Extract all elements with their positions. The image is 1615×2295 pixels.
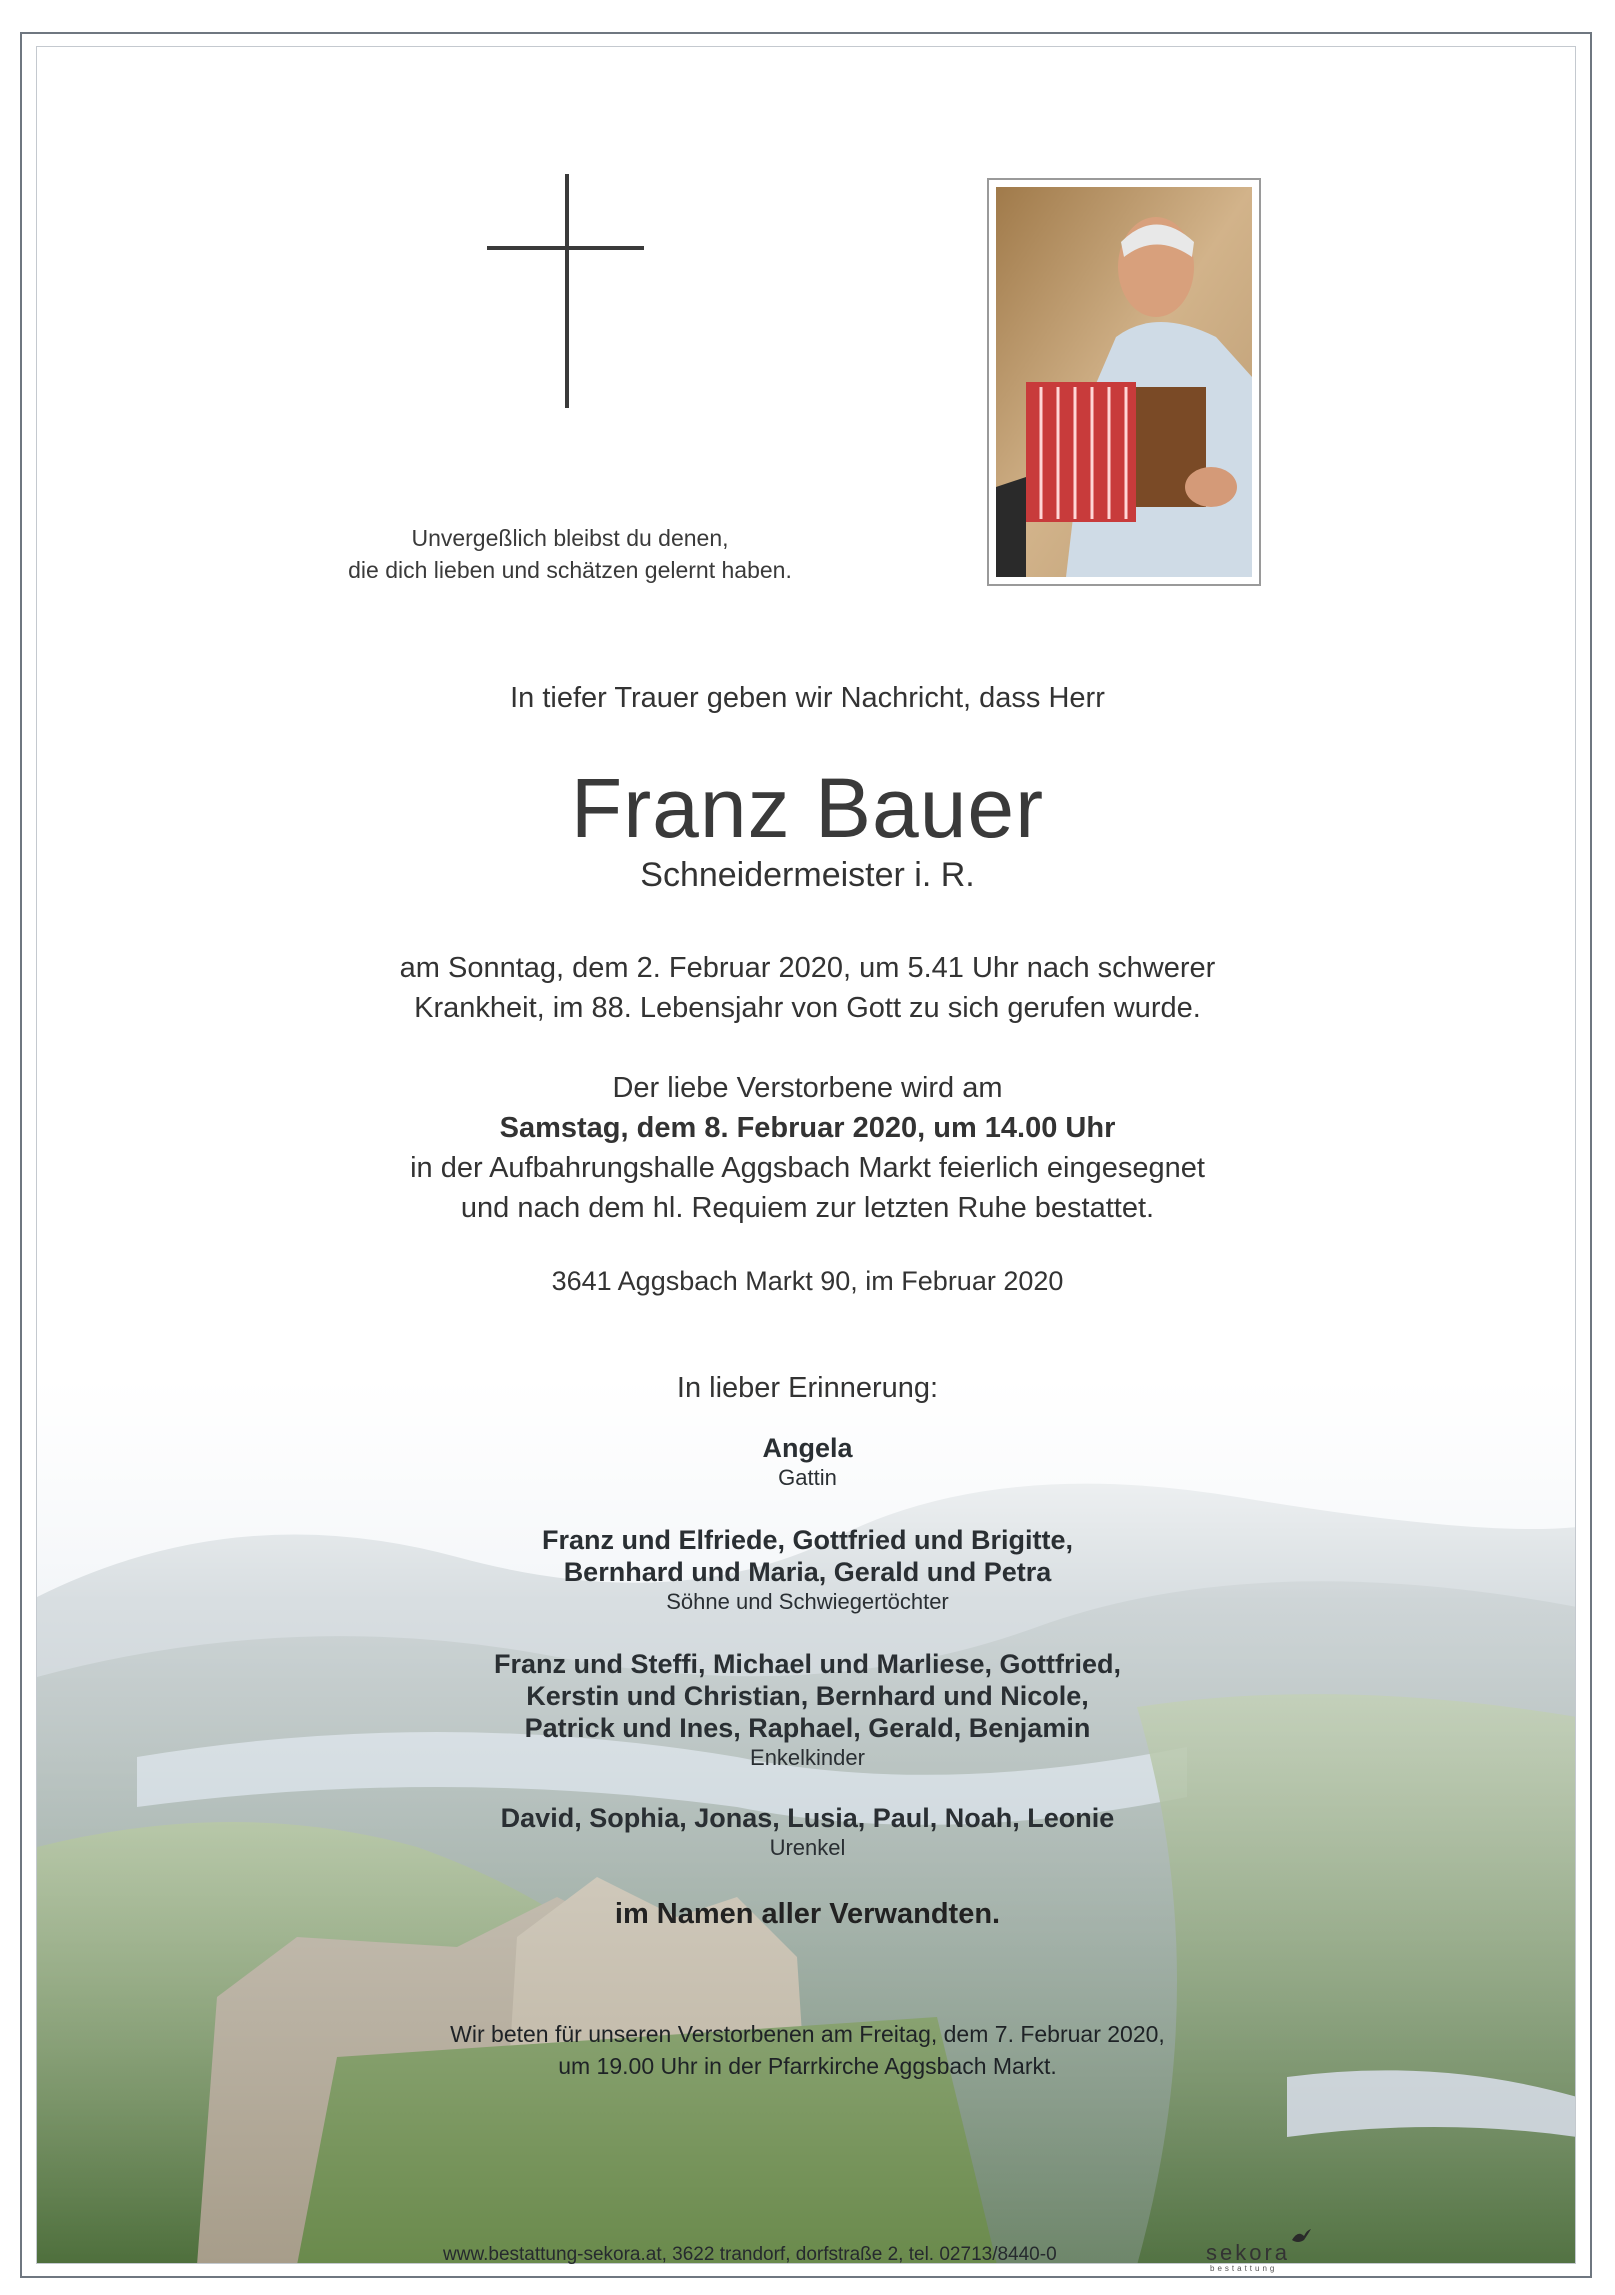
funeral-date: Samstag, dem 8. Februar 2020, um 14.00 Uhr [499,1112,1116,1144]
footer-contact: www.bestattung-sekora.at, 3622 trandorf, dorfstraße 2, tel. 02713/8440-0 [443,2244,1057,2265]
deceased-title: Schneidermeister i. R. [640,856,975,894]
deceased-name: Franz Bauer [570,761,1045,855]
death-line-1: am Sonntag, dem 2. Februar 2020, um 5.41 Uhr nach schwerer [399,952,1216,984]
family-names: Franz und Steffi, Michael und Marliese, Gottfried, [493,1649,1122,1679]
memory-heading: In lieber Erinnerung: [676,1372,939,1404]
family-names: Patrick und Ines, Raphael, Gerald, Benjamin [524,1713,1091,1743]
cross-bar-right [566,174,646,414]
funeral-line-1: Der liebe Verstorbene wird am [612,1072,1003,1104]
logo-text: sekora [1206,2240,1291,2265]
family-group-grandchildren [0,1648,1615,1772]
prayer-notice [0,2018,1615,2082]
death-notice [0,948,1615,1028]
verse-line-2: die dich lieben und schätzen gelernt haben. [348,557,792,583]
prayer-line-1: Wir beten für unseren Verstorbenen am Freitag, dem 7. Februar 2020, [450,2021,1165,2047]
sekora-logo [1206,2240,1291,2273]
family-names: Bernhard und Maria, Gerald und Petra [563,1557,1052,1587]
funeral-notice [0,1068,1615,1228]
logo-subtext: bestattung [1210,2264,1278,2273]
family-relation: Söhne und Schwiegertöchter [666,1589,949,1614]
memorial-verse [290,522,850,586]
family-names: Angela [762,1433,853,1463]
family-relation: Gattin [778,1465,837,1490]
closing-line: im Namen aller Verwandten. [614,1898,1001,1930]
family-names: Franz und Elfriede, Gottfried und Brigitte, [542,1525,1073,1555]
family-relation: Urenkel [769,1835,846,1860]
funeral-line-4: und nach dem hl. Requiem zur letzten Ruhe bestattet. [460,1192,1155,1224]
death-line-2: Krankheit, im 88. Lebensjahr von Gott zu sich gerufen wurde. [414,992,1201,1024]
announcement-intro: In tiefer Trauer geben wir Nachricht, dass Herr [510,682,1105,714]
family-names: David, Sophia, Jonas, Lusia, Paul, Noah, Leonie [500,1803,1115,1833]
family-group-spouse [0,1432,1615,1492]
family-group-great-grandchildren [0,1802,1615,1862]
family-names: Kerstin und Christian, Bernhard und Nicole, [526,1681,1089,1711]
verse-line-1: Unvergeßlich bleibst du denen, [411,525,729,551]
family-relation: Enkelkinder [750,1745,865,1770]
family-group-sons [0,1524,1615,1616]
portrait-photo [987,178,1261,586]
funeral-line-3: in der Aufbahrungshalle Aggsbach Markt feierlich eingesegnet [410,1152,1205,1184]
bird-icon [1290,2228,1312,2246]
place-date: 3641 Aggsbach Markt 90, im Februar 2020 [551,1266,1064,1296]
prayer-line-2: um 19.00 Uhr in der Pfarrkirche Aggsbach Markt. [558,2053,1057,2079]
